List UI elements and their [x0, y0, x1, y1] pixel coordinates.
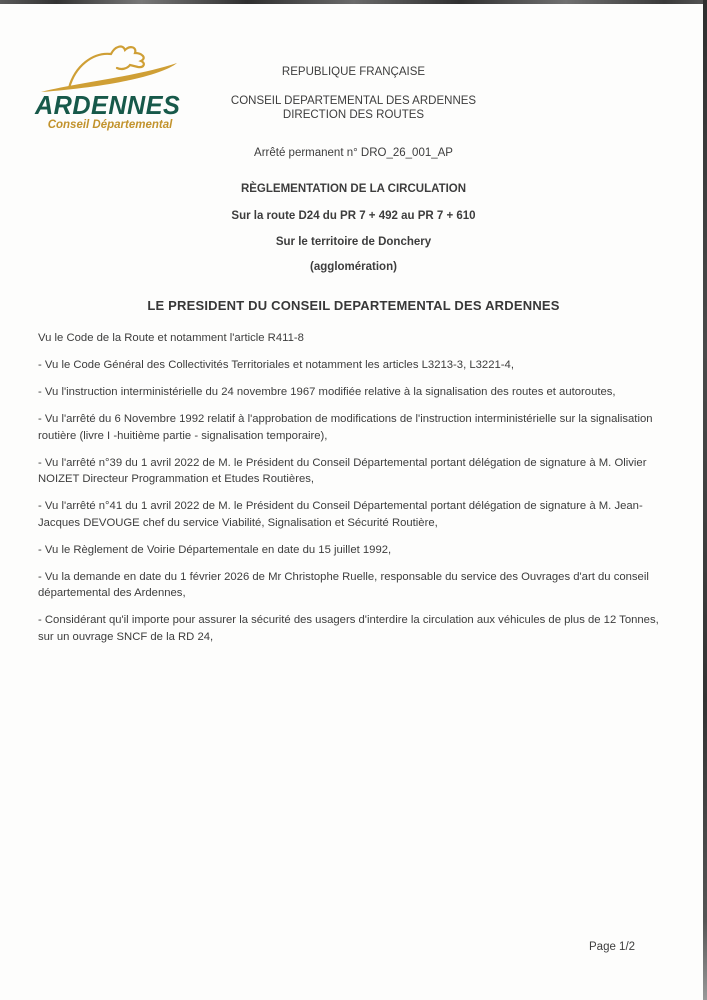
main-heading: LE PRESIDENT DU CONSEIL DEPARTEMENTAL DES ARDENNES: [147, 298, 560, 313]
paragraph: - Vu l'arrêté du 6 Novembre 1992 relatif à l'approbation de modifications de l'instruction interministérielle sur la signalisation routière (livre I -huitième partie - signalisation temporaire),: [38, 413, 653, 442]
title-route: Sur la route D24 du PR 7 + 492 au PR 7 + 610: [231, 210, 476, 222]
scan-edge-top: [0, 0, 707, 4]
paragraph: Vu le Code de la Route et notamment l'article R411-8: [38, 332, 304, 344]
title-agglomeration: (agglomération): [310, 261, 397, 273]
header-conseil: CONSEIL DEPARTEMENTAL DES ARDENNES: [230, 95, 477, 107]
paragraph: - Vu le Règlement de Voirie Départementale en date du 15 juillet 1992,: [38, 543, 392, 556]
body-text: [38, 330, 672, 656]
paragraph: - Vu l'arrêté n°41 du 1 avril 2022 de M. le Président du Conseil Départemental portant délégation de signature à M. Jean-Jacques DEVOUGE chef du service Viabilité, Signalisation et Sécurité Routière,: [38, 500, 643, 529]
paragraph: - Vu la demande en date du 1 février 2026 de Mr Christophe Ruelle, responsable du service des Ouvrages d'art du conseil départemental des Ardennes,: [38, 570, 649, 599]
header-direction: DIRECTION DES ROUTES: [282, 109, 425, 121]
logo-name: ARDENNES: [34, 90, 181, 120]
logo-subtitle: Conseil Départemental: [47, 119, 173, 131]
paragraph: - Vu l'arrêté n°39 du 1 avril 2022 de M. le Président du Conseil Départemental portant délégation de signature à M. Olivier NOIZET Directeur Programmation et Etudes Routières,: [38, 456, 647, 485]
paragraph: - Considérant qu'il importe pour assurer la sécurité des usagers d'interdire la circulation aux véhicules de plus de 12 Tonnes, sur un ouvrage SNCF de la RD 24,: [38, 614, 659, 643]
title-territoire: Sur le territoire de Donchery: [275, 236, 432, 248]
header-republique: REPUBLIQUE FRANÇAISE: [281, 66, 426, 78]
title-reglementation: RÈGLEMENTATION DE LA CIRCULATION: [240, 183, 467, 195]
header-reference-number: Arrêté permanent n° DRO_26_001_AP: [254, 147, 453, 159]
paragraph: - Vu le Code Général des Collectivités Territoriales et notamment les articles L3213-3, L3221-4,: [38, 359, 514, 371]
page-number: Page 1/2: [589, 941, 636, 953]
paragraph: - Vu l'instruction interministérielle du 24 novembre 1967 modifiée relative à la signalisation des routes et autoroutes,: [38, 386, 616, 398]
